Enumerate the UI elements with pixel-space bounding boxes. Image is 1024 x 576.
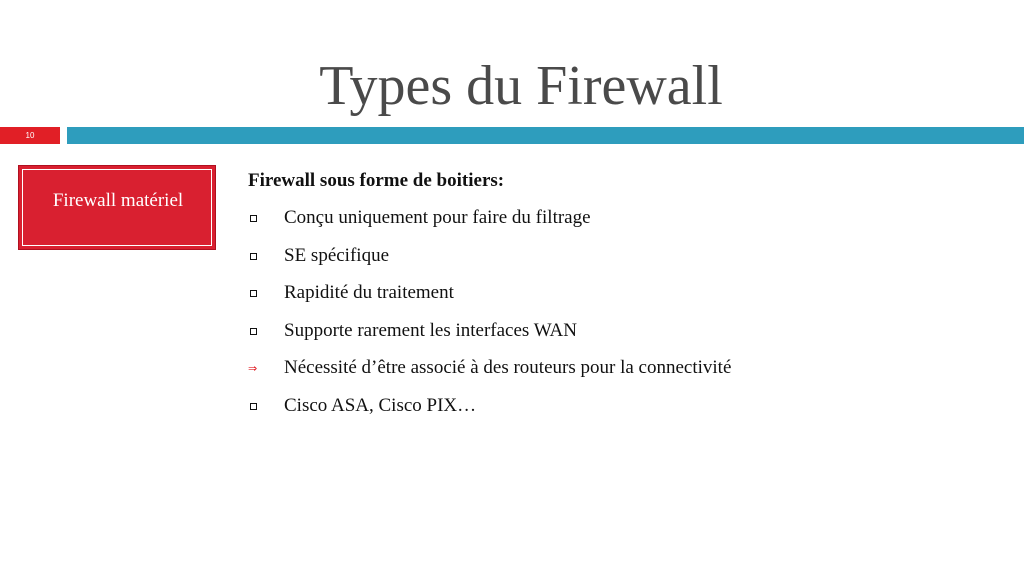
- list-item: [248, 355, 1008, 381]
- list-item: [248, 243, 1008, 269]
- list-item-text: Nécessité d’être associé à des routeurs pour la connectivité: [284, 357, 732, 378]
- list-item: [248, 318, 1008, 344]
- list-item-text: Cisco ASA, Cisco PIX…: [284, 394, 477, 416]
- slide-number: 10: [25, 131, 35, 140]
- content-heading: Firewall sous forme de boitiers:: [248, 170, 505, 191]
- list-item-text: Rapidité du traitement: [284, 282, 454, 303]
- list-item: [248, 280, 1008, 306]
- square-bullet-icon: [248, 280, 268, 306]
- section-label: Firewall matériel: [52, 190, 184, 211]
- square-bullet-icon: [248, 205, 268, 231]
- list-item-text: Conçu uniquement pour faire du filtrage: [284, 207, 591, 228]
- square-bullet-icon: [248, 318, 268, 344]
- bullet-list: [248, 205, 1008, 419]
- title-divider-bar: [67, 127, 1024, 144]
- list-item-text: Supporte rarement les interfaces WAN: [284, 319, 577, 341]
- content-area: [248, 168, 1008, 430]
- list-item-text: SE spécifique: [284, 244, 390, 266]
- square-bullet-icon: [248, 243, 268, 269]
- section-label-box: [18, 165, 216, 250]
- square-bullet-icon: [248, 393, 268, 419]
- slide-title: Types du Firewall: [319, 55, 723, 117]
- list-item: [248, 393, 1008, 419]
- list-item: [248, 205, 1008, 231]
- double-arrow-icon: ⇒: [248, 362, 258, 375]
